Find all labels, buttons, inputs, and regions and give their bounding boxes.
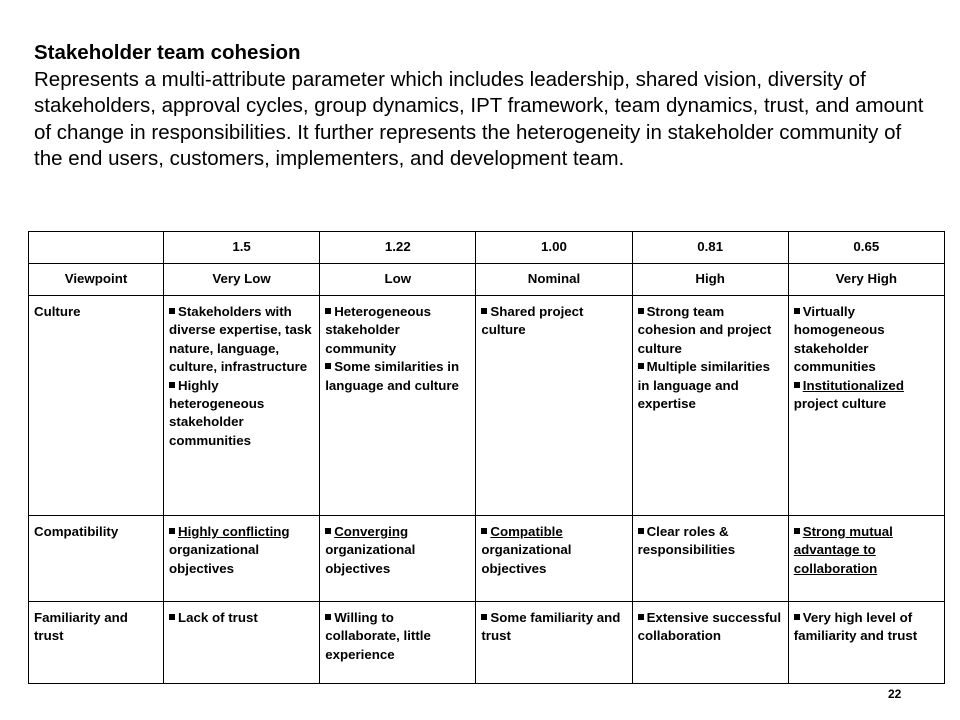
heading-body: Represents a multi-attribute parameter which includes leadership, shared vision, diversity of stakeholders, approval cycles, group dynamics, IPT framework, team dynamics, trust, and amount of change in responsibilities. It further represents the heterogeneity in stakeholder community of the end users, customers, implementers, and development team. xyxy=(34,67,924,170)
table-cell: 0.65 xyxy=(788,232,944,264)
table-row-compatibility xyxy=(29,516,945,602)
bullet-icon xyxy=(794,614,800,620)
list-item xyxy=(169,377,314,451)
list-item-text: Multiple similarities in language and expertise xyxy=(637,359,770,412)
list-item xyxy=(638,303,783,358)
bullet-icon xyxy=(638,363,644,369)
table-cell xyxy=(788,296,944,516)
underlined-text: Highly conflicting xyxy=(178,524,290,539)
list-item xyxy=(638,358,783,413)
bullet-icon xyxy=(794,308,800,314)
table-cell: Compatibility xyxy=(29,516,164,602)
cell-text: organizational objectives xyxy=(481,542,572,576)
bullet-icon xyxy=(481,308,487,314)
bullet-icon xyxy=(481,614,487,620)
cell-text: Very high level of familiarity and trust xyxy=(793,610,918,644)
list-item-text: Stakeholders with diverse expertise, task nature, language, culture, infrastructure xyxy=(169,304,312,375)
list-item xyxy=(481,303,626,340)
list-item-text: Some similarities in language and culture xyxy=(325,359,460,393)
table-cell: Very Low xyxy=(164,264,320,296)
bullet-icon xyxy=(325,363,331,369)
bullet-icon xyxy=(325,614,331,620)
table-row-trust xyxy=(29,602,945,684)
bullet-icon xyxy=(169,308,175,314)
list-item xyxy=(169,303,314,377)
list-item-text: Highly heterogeneous stakeholder communities xyxy=(169,377,265,448)
bullet-icon xyxy=(638,308,644,314)
bullet-icon xyxy=(169,528,175,534)
list-item xyxy=(325,358,470,395)
list-item-text: project culture xyxy=(793,396,887,412)
cell-text: Some familiarity and trust xyxy=(481,610,621,644)
table-cell xyxy=(476,296,632,516)
heading-title: Stakeholder team cohesion xyxy=(34,41,301,64)
cell-text: organizational objectives xyxy=(169,542,260,576)
table-cell xyxy=(29,232,164,264)
bullet-icon xyxy=(638,528,644,534)
underlined-text: Institutionalized xyxy=(802,377,904,393)
cell-text: Lack of trust xyxy=(178,610,258,625)
table-cell: High xyxy=(632,264,788,296)
bullet-icon xyxy=(794,528,800,534)
list-item xyxy=(794,377,939,414)
table-cell: Culture xyxy=(29,296,164,516)
bullet-icon xyxy=(169,382,175,388)
bullet-icon xyxy=(481,528,487,534)
table-cell: Viewpoint xyxy=(29,264,164,296)
table-row-culture xyxy=(29,296,945,516)
list-item-text: Strong team cohesion and project culture xyxy=(637,304,772,356)
table-cell: Very High xyxy=(788,264,944,296)
bullet-icon xyxy=(325,528,331,534)
table-cell xyxy=(632,516,788,602)
list-item xyxy=(794,303,939,377)
underlined-text: Converging xyxy=(334,524,409,539)
table-cell xyxy=(320,602,476,684)
table-cell xyxy=(632,296,788,516)
table-cell: 0.81 xyxy=(632,232,788,264)
bullet-icon xyxy=(169,614,175,620)
table-cell: 1.00 xyxy=(476,232,632,264)
cell-text: Extensive successful collaboration xyxy=(637,610,782,644)
table-row-values xyxy=(29,232,945,264)
cell-text: Willing to collaborate, little experience xyxy=(325,610,431,662)
rating-table xyxy=(28,231,945,684)
table-cell xyxy=(788,602,944,684)
table-cell xyxy=(632,602,788,684)
table-cell xyxy=(476,602,632,684)
underlined-text: Compatible xyxy=(490,524,563,539)
table-cell xyxy=(788,516,944,602)
table-cell: 1.5 xyxy=(164,232,320,264)
list-item xyxy=(325,303,470,358)
bullet-icon xyxy=(325,308,331,314)
slide-heading xyxy=(34,40,934,173)
table-cell xyxy=(164,602,320,684)
page-number: 22 xyxy=(888,687,902,701)
list-item-text: Virtually homogeneous stakeholder communities xyxy=(793,304,885,375)
table-cell xyxy=(164,516,320,602)
table-cell xyxy=(320,296,476,516)
bullet-icon xyxy=(638,614,644,620)
table-row-viewpoint xyxy=(29,264,945,296)
table-cell xyxy=(320,516,476,602)
list-item-text: Shared project culture xyxy=(481,304,584,338)
list-item-text: Heterogeneous stakeholder community xyxy=(325,304,431,356)
table-cell: 1.22 xyxy=(320,232,476,264)
underlined-text: Strong mutual advantage to collaboration xyxy=(793,524,893,576)
cell-text: Clear roles & responsibilities xyxy=(637,524,736,558)
table-cell: Low xyxy=(320,264,476,296)
table-cell: Familiarity and trust xyxy=(29,602,164,684)
cell-text: organizational objectives xyxy=(325,542,416,576)
table-cell: Nominal xyxy=(476,264,632,296)
table-cell xyxy=(476,516,632,602)
bullet-icon xyxy=(794,382,800,388)
table-cell xyxy=(164,296,320,516)
